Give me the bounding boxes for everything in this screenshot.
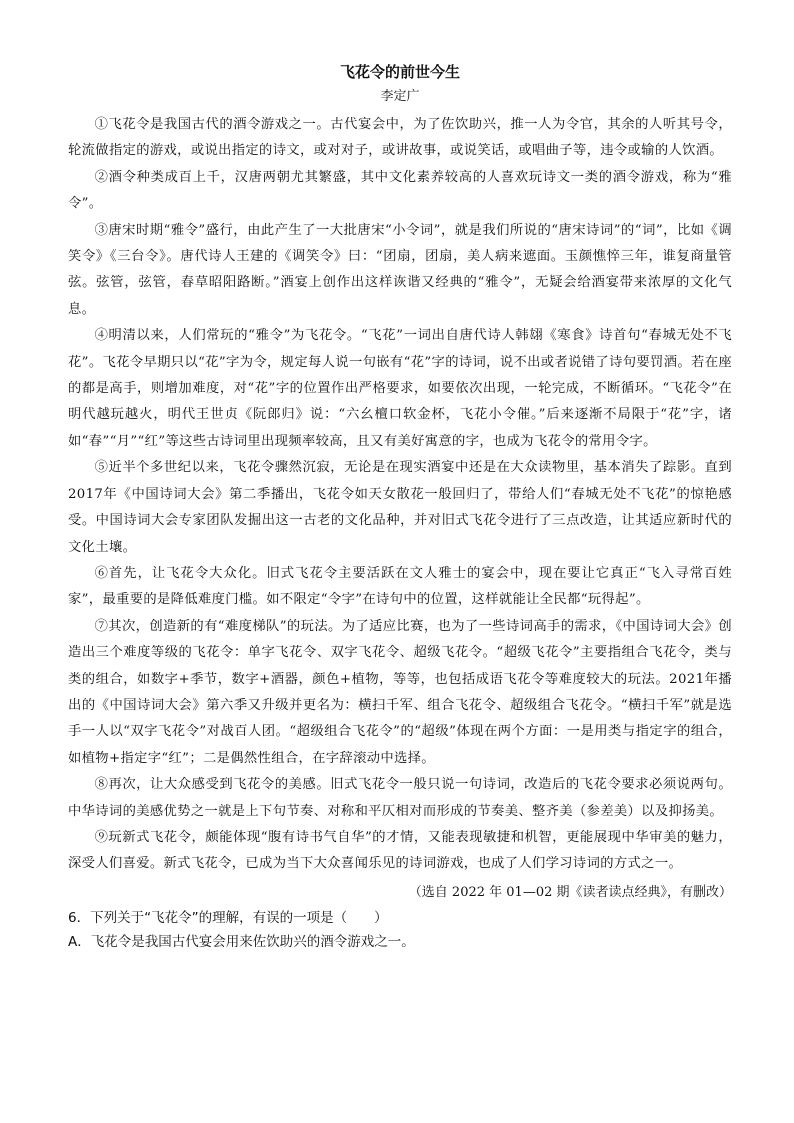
article-author: 李定广 bbox=[380, 89, 420, 104]
question-stem: 6．下列关于“飞花令”的理解，有误的一项是（ ） bbox=[68, 909, 388, 926]
paragraph-9: ⑨玩新式飞花令，颇能体现“腹有诗书气自华”的才情，又能表现敏捷和机智，更能展现中华审美的魅力，深受人们喜爱。新式飞花令，已成为当下大众喜闻乐见的诗词游戏，也成了人们学习诗词的方式之一。 bbox=[68, 829, 732, 872]
paragraph-7: ⑦其次，创造新的有“难度梯队”的玩法。为了适应比赛，也为了一些诗词高手的需求，《中国诗词大会》创造出三个难度等级的飞花令：单字飞花令、双字飞花令、超级飞花令。“超级飞花令”主要指组合飞花令，类与类的组合，如数字+季节，数字+酒器，颜色+植物，等等，也包括成语飞花令等难度较大的玩法。2021年播出的《中国诗词大会》第六季又升级并更名为：横扫千军、组合飞花令、超级组合飞花令。“横扫千军”就是选手一人以“双字飞花令”对战百人团。“超级组合飞花令”的“超级”体现在两个方面：一是用类与指定字的组合，如植物+指定字“红”；二是偶然性组合，在字辞滚动中选择。 bbox=[68, 618, 732, 766]
article-title: 飞花令的前世今生 bbox=[339, 63, 460, 81]
article-source: （选自 2022 年 01—02 期《读者读点经典》，有删改） bbox=[408, 884, 732, 900]
article-body bbox=[68, 112, 732, 878]
paragraph-4: ④明清以来，人们常玩的“雅令”为飞花令。“飞花”一词出自唐代诗人韩翃《寒食》诗首句“春城无处不飞花”。飞花令早期只以“花”字为令，规定每人说一句嵌有“花”字的诗词，说不出或者说错了诗句要罚酒。若在座的都是高手，则增加难度，对“花”字的位置作出严格要求，如要依次出现，一轮完成，不断循环。“飞花令”在明代越玩越火，明代王世贞《阮郎归》说：“六幺檀口软金杯，飞花小令催。”后来逐渐不局限于“花”字，诸如“春”“月”“红”等这些古诗词里出现频率较高，且又有美好寓意的字，也成为飞花令的常用令字。 bbox=[68, 328, 732, 449]
paragraph-2: ②酒令种类成百上千，汉唐两朝尤其繁盛，其中文化素养较高的人喜欢玩诗文一类的酒令游戏，称为“雅令”。 bbox=[68, 169, 732, 212]
paragraph-1: ①飞花令是我国古代的酒令游戏之一。古代宴会中，为了佐饮助兴，推一人为令官，其余的人听其号令，轮流做指定的游戏，或说出指定的诗文，或对对子，或讲故事，或说笑话，或唱曲子等，违令或输的人饮酒。 bbox=[68, 117, 732, 159]
question-option-a: A．飞花令是我国古代宴会用来佐饮助兴的酒令游戏之一。 bbox=[68, 933, 415, 950]
exam-page bbox=[68, 62, 732, 954]
paragraph-3: ③唐宋时期“雅令”盛行，由此产生了一大批唐宋“小令词”，就是我们所说的“唐宋诗词”的“词”，比如《调笑令》《三台令》。唐代诗人王建的《调笑令》曰：“团扇，团扇，美人病来遮面。玉颜憔悴三年，谁复商量管弦。弦管，弦管，春草昭阳路断。”酒宴上创作出这样诙谐又经典的“雅令”，无疑会给酒宴带来浓厚的文化气息。 bbox=[68, 222, 732, 317]
paragraph-5: ⑤近半个多世纪以来，飞花令骤然沉寂，无论是在现实酒宴中还是在大众读物里，基本消失了踪影。直到2017年《中国诗词大会》第二季播出，飞花令如天女散花一般回归了，带给人们“春城无处不飞花”的惊艳感受。中国诗词大会专家团队发掘出这一古老的文化品种，并对旧式飞花令进行了三点改造，让其适应新时代的文化土壤。 bbox=[68, 460, 732, 555]
paragraph-6: ⑥首先，让飞花令大众化。旧式飞花令主要活跃在文人雅士的宴会中，现在要让它真正“飞入寻常百姓家”，最重要的是降低难度门槛。如不限定“令字”在诗句中的位置，这样就能让全民都“玩得起”。 bbox=[68, 565, 732, 608]
paragraph-8: ⑧再次，让大众感受到飞花令的美感。旧式飞花令一般只说一句诗词，改造后的飞花令要求必须说两句。中华诗词的美感优势之一就是上下句节奏、对称和平仄相对而形成的节奏美、整齐美（参差美）以及抑扬美。 bbox=[68, 777, 732, 819]
question-block bbox=[68, 906, 732, 954]
